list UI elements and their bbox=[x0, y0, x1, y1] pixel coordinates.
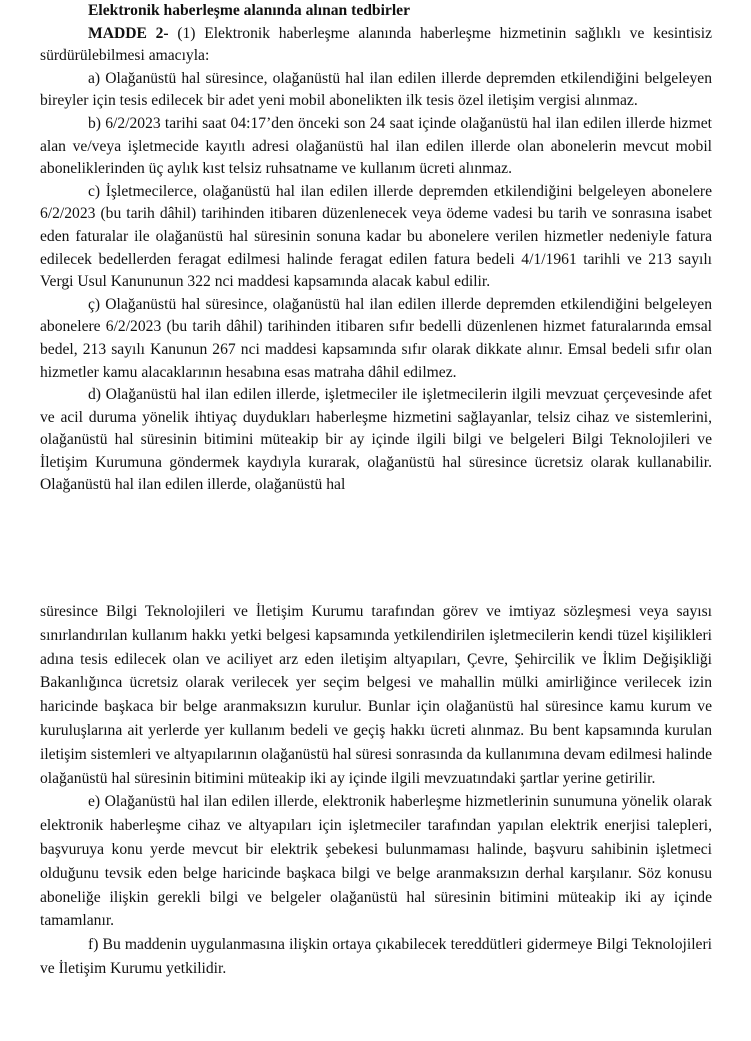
paragraph-d-part2: süresince Bilgi Teknolojileri ve İletişim Kurumu tarafından görev ve imtiyaz sözleşmesi veya sayısı sınırlandırılan kullanım hakkı yetki belgesi kapsamında yetkilendirilen işletmecilerin kendi tüzel kişilikleri adına tesis edilecek olan ve aciliyet arz eden iletişim altyapıları, Çevre, Şehircilik ve İklim Değişikliği Bakanlığınca ücretsiz olarak verilecek yer seçim belgesi ve mahallin mülki amirliğince verilecek izin haricinde başkaca bir belge aranmaksızın kurulur. Bunlar için olağanüstü hal süresince kamu kurum ve kuruluşlarına ait yerlerde yer kullanım bedeli ve geçiş hakkı ücreti alınmaz. Bu bent kapsamında kurulan iletişim sistemleri ve altyapılarının olağanüstü hal süresi sonrasında da kullanımına devam edilmesi halinde olağanüstü hal süresinin bitimini müteakip iki ay içinde ilgili mevzuatındaki şartlar yerine getirilir. bbox=[40, 603, 712, 787]
paragraph-c-cedilla: ç) Olağanüstü hal süresince, olağanüstü hal ilan edilen illerde depremden etkilendiğini belgeleyen abonelere 6/2/2023 (bu tarih dâhil) tarihinden itibaren sıfır bedelli düzenlenen hizmet faturalarında emsal bedel, 213 sayılı Kanunun 267 nci maddesi kapsamında sıfır olarak dikkate alınır. Emsal bedeli sıfır olan hizmetler kamu alacaklarının hesabına esas matraha dâhil edilmez. bbox=[40, 295, 712, 381]
paragraph-f: f) Bu maddenin uygulanmasına ilişkin ortaya çıkabilecek tereddütleri gidermeye Bilgi Teknolojileri ve İletişim Kurumu yetkilidir. bbox=[40, 936, 712, 977]
paragraph-d-part1: d) Olağanüstü hal ilan edilen illerde, işletmeciler ile işletmecilerin ilgili mevzuat çerçevesinde afet ve acil duruma yönelik ihtiyaç duydukları haberleşme hizmetini sağlayanlar, telsiz cihaz ve sistemlerini, olağanüstü hal süresinin bitimini müteakip bir ay içinde ilgili bilgi ve belgeleri Bilgi Teknolojileri ve İletişim Kurumuna göndermek kaydıyla kurarak, olağanüstü hal süresince ücretsiz olarak kullanabilir. Olağanüstü hal ilan edilen illerde, olağanüstü hal bbox=[40, 386, 712, 494]
document-upper-block bbox=[40, 0, 712, 497]
paragraph-c: c) İşletmecilerce, olağanüstü hal ilan edilen illerde depremden etkilendiğini belgeleyen abonelere 6/2/2023 (bu tarih dâhil) tarihinden itibaren düzenlenecek veya ödeme vadesi bu tarih ve sonrasına isabet eden faturalar ile olağanüstü hal süresinin sonuna kadar bu abonelere verilen hizmetler nedeniyle fatura edilecek bedellerden feragat edilmesi halinde feragat edilen fatura bedeli 4/1/1961 tarihli ve 213 sayılı Vergi Usul Kanununun 322 nci maddesi kapsamında alacak kabul edilir. bbox=[40, 182, 712, 291]
paragraph-e: e) Olağanüstü hal ilan edilen illerde, elektronik haberleşme hizmetlerinin sunumuna yönelik olarak elektronik haberleşme cihaz ve altyapıları için işletmeciler tarafından yapılan elektrik enerjisi talepleri, başvuruya konu yerde mevcut bir elektrik şebekesi bulunmaması halinde, başvuru sahibinin işletmeci olduğunu tevsik eden belge haricinde başkaca bilgi ve belge aranmaksızın derhal karşılanır. Söz konusu aboneliğe ilişkin gerekli bilgi ve belgeler olağanüstü hal süresinin bitimini müteakip iki ay içinde tamamlanır. bbox=[40, 793, 712, 930]
paragraph-a: a) Olağanüstü hal süresince, olağanüstü hal ilan edilen illerde depremden etkilendiğini belgeleyen bireyler için tesis edilecek bir adet yeni mobil abonelikten ilk tesis özel iletişim vergisi alınmaz. bbox=[40, 69, 712, 110]
madde-intro-text: (1) Elektronik haberleşme alanında haberleşme hizmetinin sağlıklı ve kesintisiz sürdürülebilmesi amacıyla: bbox=[40, 24, 712, 65]
document-lower-block bbox=[40, 600, 712, 981]
paragraph-b: b) 6/2/2023 tarihi saat 04:17’den önceki son 24 saat içinde olağanüstü hal ilan edilen illerde hizmet alan ve/veya işletmecide kayıtlı adresi olağanüstü hal ilan edilen illerde olan abonelerin mevcut mobil aboneliklerinden üç aylık kıst telsiz ruhsatname ve kullanım ücreti alınmaz. bbox=[40, 114, 712, 178]
madde-label: MADDE 2- bbox=[88, 24, 169, 42]
section-heading: Elektronik haberleşme alanında alınan tedbirler bbox=[88, 2, 411, 19]
madde-2-intro bbox=[40, 23, 712, 68]
